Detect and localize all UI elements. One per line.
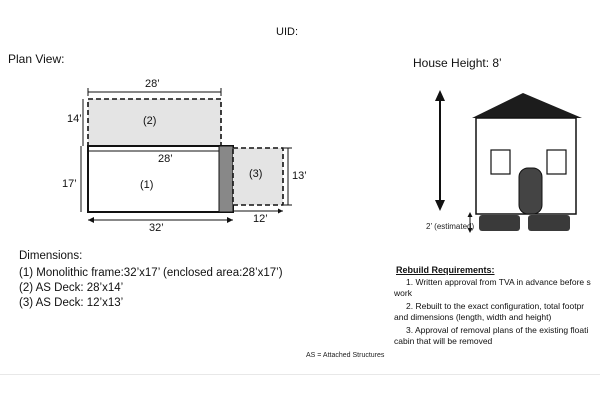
foundation-block-right [528,215,570,231]
rebuild-line-3: 2. Rebuilt to the exact configuration, total footpr [406,301,585,311]
footnote: AS = Attached Structures [306,352,385,359]
dimension-item-3: (3) AS Deck: 12’x13’ [19,297,124,309]
house-height-title: House Height: 8’ [413,56,502,70]
rebuild-line-4: and dimensions (length, width and height) [394,312,552,322]
page-edge-divider [0,374,600,375]
height-arrow-top [435,90,445,101]
rebuild-line-2: work [394,288,412,298]
roof [472,93,582,118]
rebuild-line-6: cabin that will be removed [394,336,493,346]
frame-1-label: (1) [140,179,154,191]
plan-view-title: Plan View: [8,52,65,66]
dim-28-inner: 28’ [158,153,173,165]
dim-14: 14’ [67,113,82,125]
dim-28-top: 28’ [145,78,160,90]
door [519,168,542,214]
window-right [547,150,566,174]
dimensions-title: Dimensions: [19,250,83,262]
uid-label: UID: [276,26,298,38]
foundation-block-left [479,215,520,231]
dimension-item-2: (2) AS Deck: 28’x14’ [19,282,124,294]
dim-13: 13’ [292,170,307,182]
estimated-label: 2’ (estimated) [426,222,475,231]
rebuild-requirements-title: Rebuild Requirements: [396,265,495,275]
dimension-item-1: (1) Monolithic frame:32’x17’ (enclosed area:28’x17’) [19,267,283,279]
rebuild-line-5: 3. Approval of removal plans of the existing floati [406,325,589,335]
height-arrow-bottom [435,200,445,211]
dim-32: 32’ [149,222,164,234]
deck-2-label: (2) [143,115,157,127]
deck-3-label: (3) [249,168,263,180]
dim-17: 17’ [62,178,77,190]
window-left [491,150,510,174]
rebuild-line-1: 1. Written approval from TVA in advance before s [406,277,591,287]
dim-12: 12’ [253,213,268,225]
